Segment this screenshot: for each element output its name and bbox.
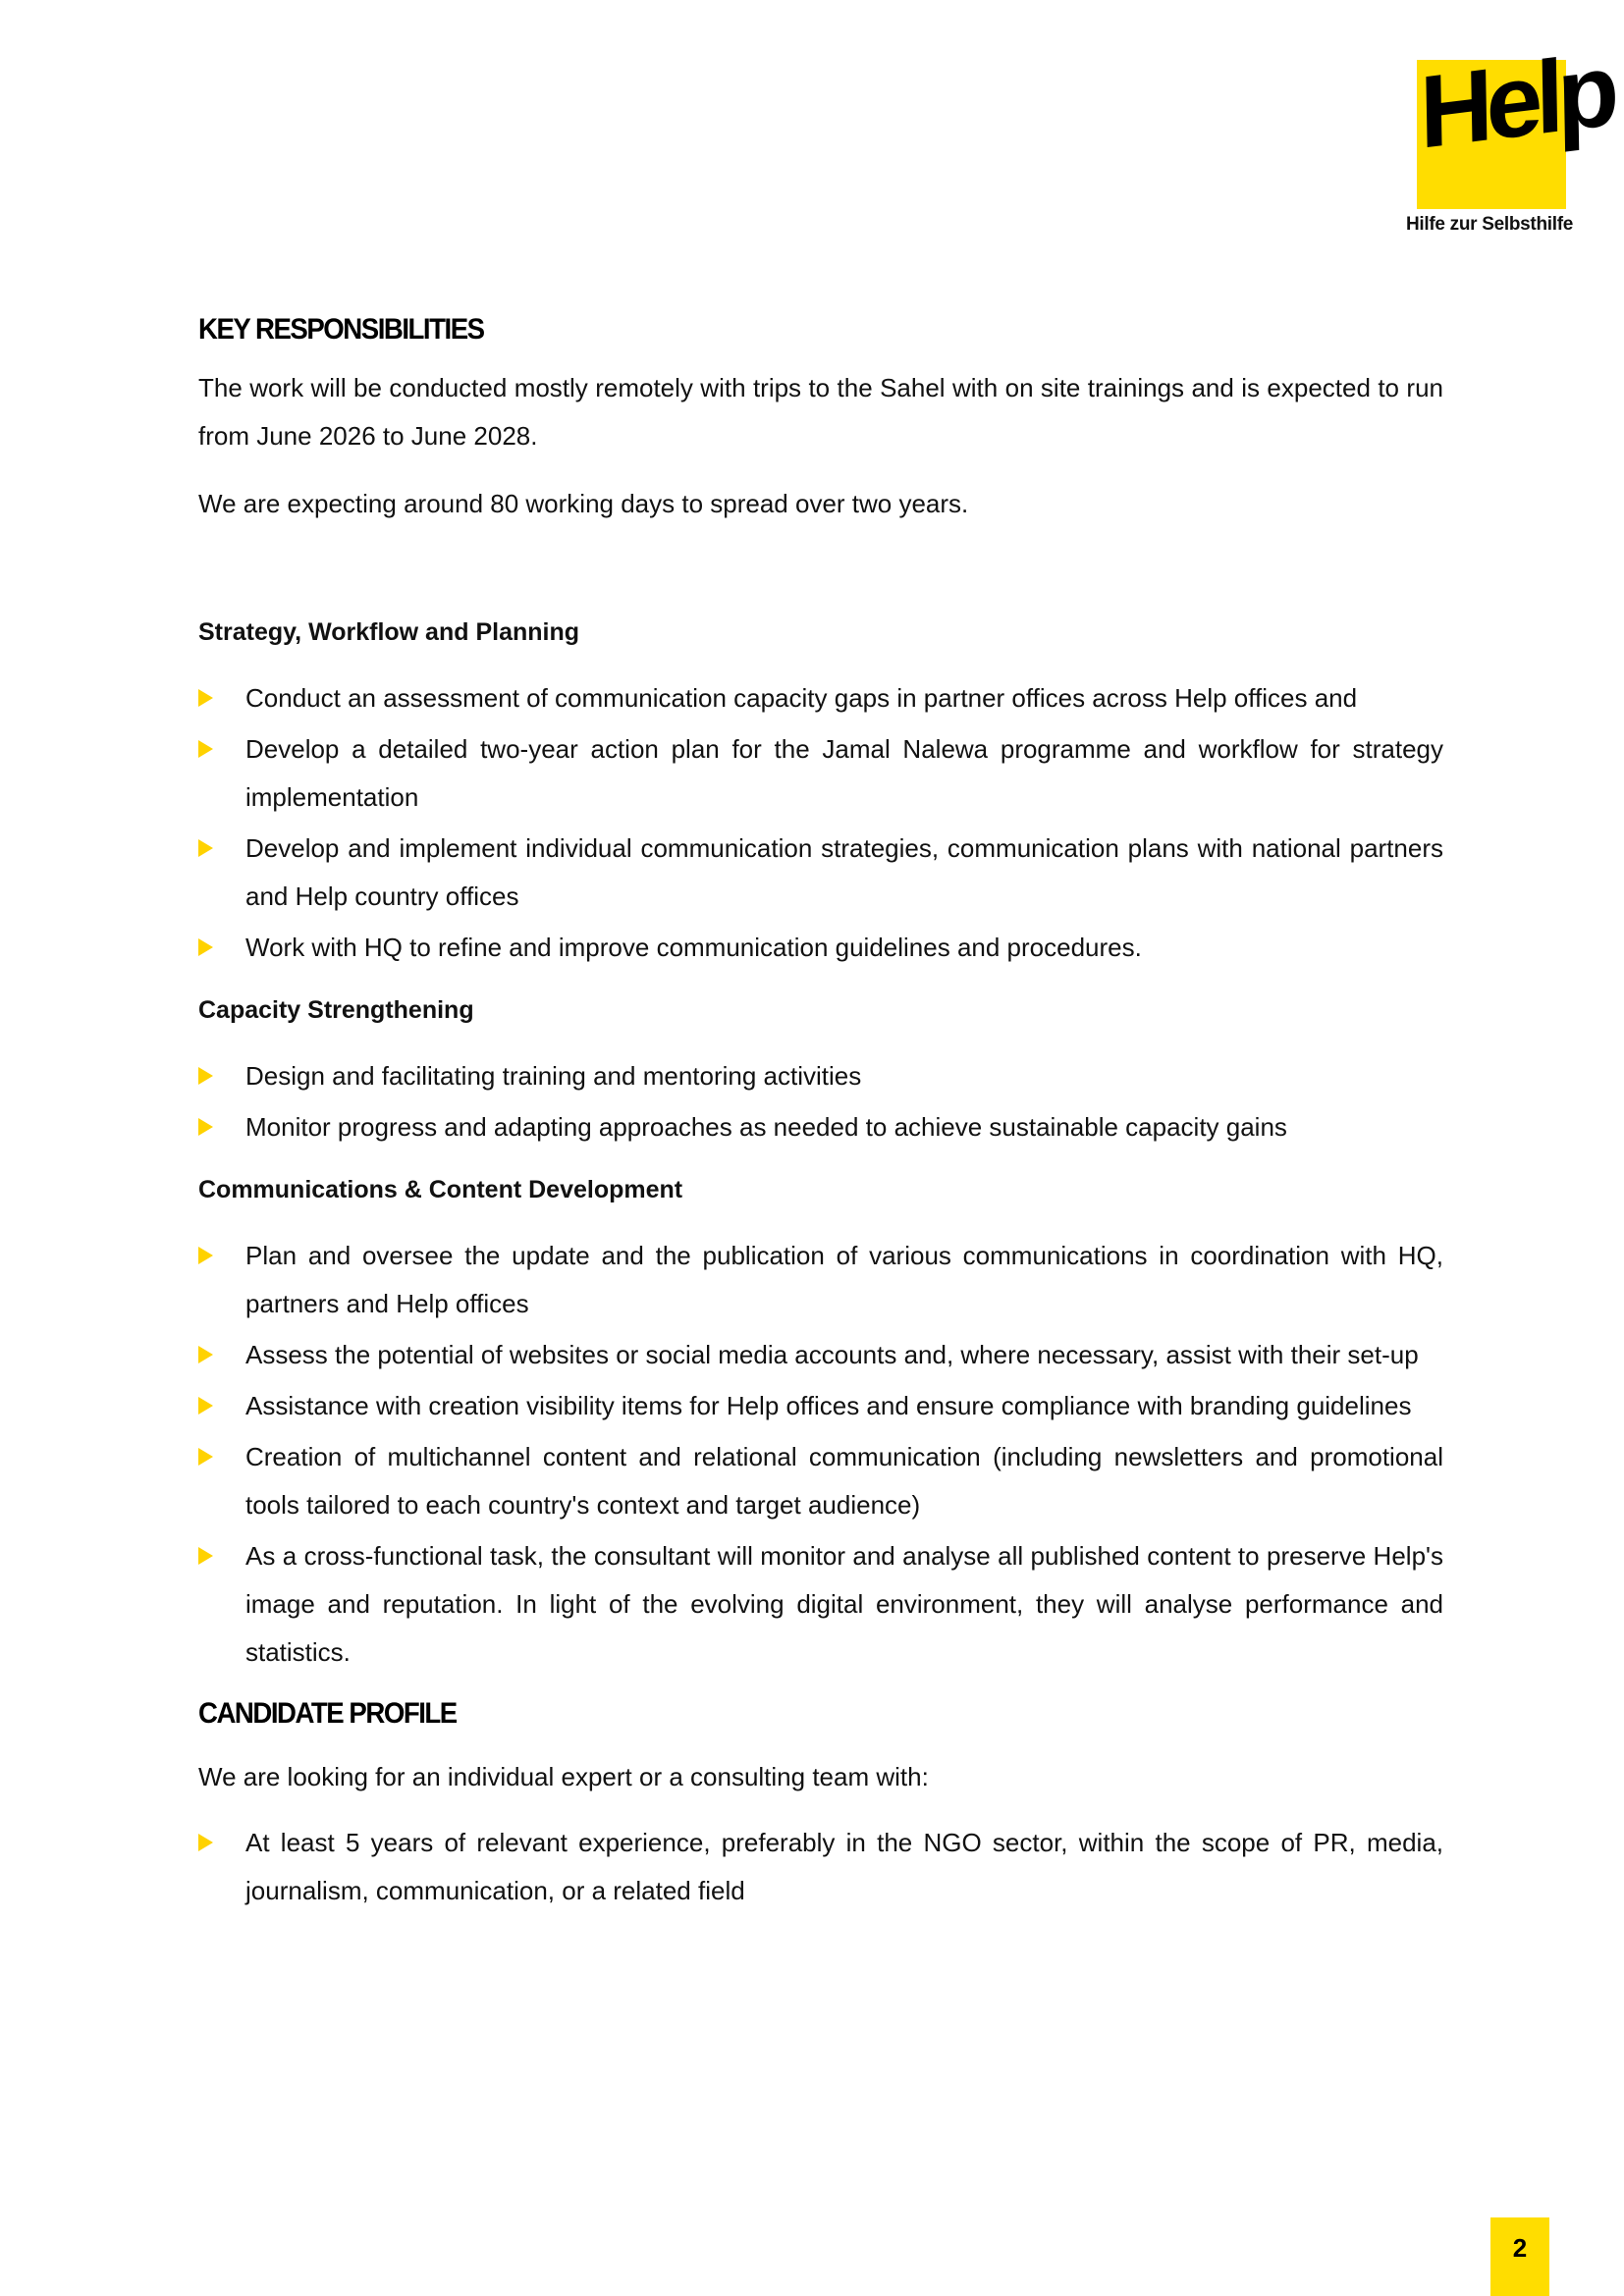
strategy-list [198, 674, 1443, 972]
capacity-list [198, 1052, 1443, 1151]
bullet-icon [198, 1067, 213, 1085]
document-body [198, 310, 1443, 1915]
list-item: Work with HQ to refine and improve communication guidelines and procedures. [198, 924, 1443, 972]
bullet-icon [198, 839, 213, 857]
bullet-icon [198, 740, 213, 758]
list-item: Monitor progress and adapting approaches as needed to achieve sustainable capacity gains [198, 1103, 1443, 1151]
bullet-icon [198, 1118, 213, 1136]
page-number-badge [1490, 2217, 1549, 2296]
list-item: Develop and implement individual communication strategies, communication plans with national partners and Help country offices [198, 825, 1443, 921]
bullet-icon [198, 1547, 213, 1565]
page-number: 2 [1512, 2233, 1528, 2263]
bullet-icon [198, 1448, 213, 1466]
list-item: Assess the potential of websites or social media accounts and, where necessary, assist with their set-up [198, 1331, 1443, 1379]
list-item: As a cross-functional task, the consultant will monitor and analyse all published content to preserve Help's image and reputation. In light of the evolving digital environment, they will analyse performance and statistics. [198, 1532, 1443, 1677]
section-title-capacity: Capacity Strengthening [198, 996, 474, 1024]
list-item: Develop a detailed two-year action plan for the Jamal Nalewa programme and workflow for strategy implementation [198, 725, 1443, 822]
section-title-communications: Communications & Content Development [198, 1176, 683, 1203]
list-item: Assistance with creation visibility items for Help offices and ensure compliance with branding guidelines [198, 1382, 1443, 1430]
section-title-strategy: Strategy, Workflow and Planning [198, 618, 580, 646]
bullet-icon [198, 938, 213, 956]
bullet-icon [198, 1834, 213, 1851]
logo-wordmark: Help [1419, 32, 1614, 172]
list-item: Conduct an assessment of communication capacity gaps in partner offices across Help offices and [198, 674, 1443, 722]
bullet-icon [198, 689, 213, 707]
list-item: Plan and oversee the update and the publication of various communications in coordination with HQ, partners and Help offices [198, 1232, 1443, 1328]
key-responsibilities-heading: KEY RESPONSIBILITIES [198, 313, 484, 346]
candidate-profile-heading: CANDIDATE PROFILE [198, 1697, 457, 1730]
bullet-icon [198, 1397, 213, 1415]
logo-tagline: Hilfe zur Selbsthilfe [1406, 214, 1574, 235]
bullet-icon [198, 1247, 213, 1264]
intro-paragraph: The work will be conducted mostly remotely with trips to the Sahel with on site trainings and is expected to run from June 2026 to June 2028. [198, 373, 1443, 451]
candidate-list [198, 1819, 1443, 1915]
list-item: Design and facilitating training and mentoring activities [198, 1052, 1443, 1100]
bullet-icon [198, 1346, 213, 1363]
list-item: Creation of multichannel content and relational communication (including newsletters and promotional tools tailored to each country's context and target audience) [198, 1433, 1443, 1529]
list-item: At least 5 years of relevant experience, preferably in the NGO sector, within the scope of PR, media, journalism, communication, or a related field [198, 1819, 1443, 1915]
communications-list [198, 1232, 1443, 1677]
intro-paragraph: We are expecting around 80 working days to spread over two years. [198, 489, 969, 518]
candidate-intro: We are looking for an individual expert or a consulting team with: [198, 1762, 929, 1791]
